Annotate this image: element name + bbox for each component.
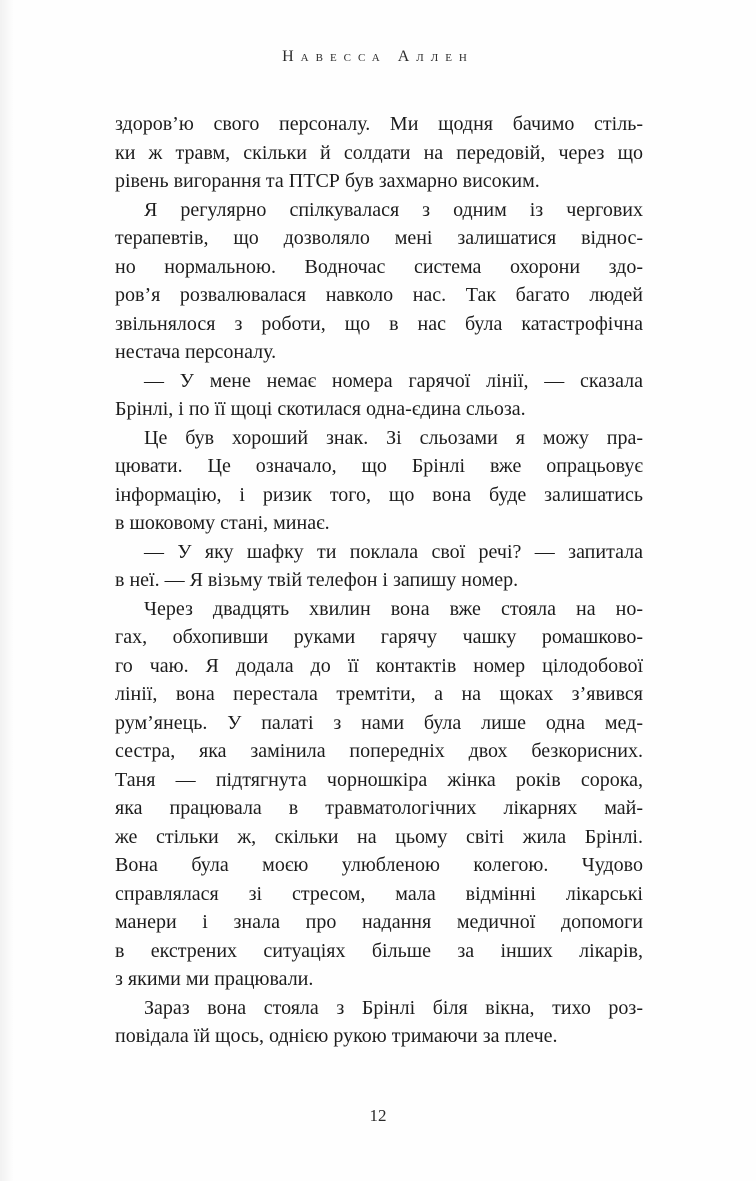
text-line: манери і знала про надання медичної допомоги <box>115 911 643 933</box>
text-line: в екстрених ситуаціях більше за інших лікарів, <box>115 939 643 962</box>
text-line: Вона була моєю улюбленою колегою. Чудово <box>115 854 643 876</box>
text-line: здоров’ю свого персоналу. Ми щодня бачимо стіль- <box>115 113 643 135</box>
text-line: звільнялося з роботи, що в нас була катастрофічна <box>115 312 643 335</box>
text-line: терапевтів, що дозволяло мені залишатися віднос- <box>115 227 643 249</box>
text-line: но нормальною. Водночас система охорони здо- <box>115 255 643 278</box>
page-number: 12 <box>369 1106 387 1125</box>
text-line: нестача персоналу. <box>115 341 277 363</box>
text-line: Це був хороший знак. Зі сльозами я можу пра- <box>144 426 643 449</box>
text-line: в шоковому стані, минає. <box>115 512 330 534</box>
body-paragraph <box>115 367 643 424</box>
text-line: гах, обхопивши руками гарячу чашку ромашково- <box>115 626 643 648</box>
text-line: — У мене немає номера гарячої лінії, — сказала <box>144 369 643 392</box>
text-line: інформацію, і ризик того, що вона буде залишатись <box>115 483 643 506</box>
text-line: повідала їй щось, однією рукою тримаючи за плече. <box>115 1025 558 1047</box>
body-paragraph <box>115 994 643 1051</box>
text-line: справлялася зі стресом, мала відмінні лікарські <box>115 882 643 905</box>
text-line: ки ж травм, скільки й солдати на передовій, через що <box>115 141 643 164</box>
text-column <box>115 110 643 1051</box>
text-line: Таня — підтягнута чорношкіра жінка років сорока, <box>115 768 643 791</box>
text-line: яка працювала в травматологічних лікарнях май- <box>115 797 643 819</box>
text-line: рівень вигорання та ПТСР був захмарно високим. <box>115 170 540 192</box>
body-paragraph <box>115 538 643 595</box>
text-line: в неї. — Я візьму твій телефон і запишу номер. <box>115 569 519 591</box>
body-paragraph <box>115 424 643 538</box>
text-line: цювати. Це означало, що Брінлі вже опрацьовує <box>115 455 643 477</box>
text-line: Брінлі, і по її щоці скотилася одна-єдина сльоза. <box>115 398 526 420</box>
text-line: рум’янець. У палаті з нами була лише одна мед- <box>115 711 643 734</box>
text-line: ров’я розвалювалася навколо нас. Так багато людей <box>115 284 643 306</box>
body-paragraph <box>115 595 643 994</box>
text-line: сестра, яка замінила попередніх двох безкорисних. <box>115 740 643 762</box>
text-line: же стільки ж, скільки на цьому світі жила Брінлі. <box>115 825 643 848</box>
text-line: Через двадцять хвилин вона вже стояла на но- <box>144 597 643 620</box>
text-line: Зараз вона стояла з Брінлі біля вікна, тихо роз- <box>144 996 643 1019</box>
text-line: з якими ми працювали. <box>115 968 314 990</box>
text-line: лінії, вона перестала тремтіти, а на щоках з’явився <box>115 683 643 705</box>
body-paragraph <box>115 196 643 367</box>
text-line: — У яку шафку ти поклала свої речі? — запитала <box>144 540 643 563</box>
text-line: го чаю. Я додала до її контактів номер цілодобової <box>115 654 643 677</box>
text-line: Я регулярно спілкувалася з одним із чергових <box>144 198 643 221</box>
body-paragraph <box>115 110 643 196</box>
running-head-author: Навесса Аллен <box>282 48 474 65</box>
